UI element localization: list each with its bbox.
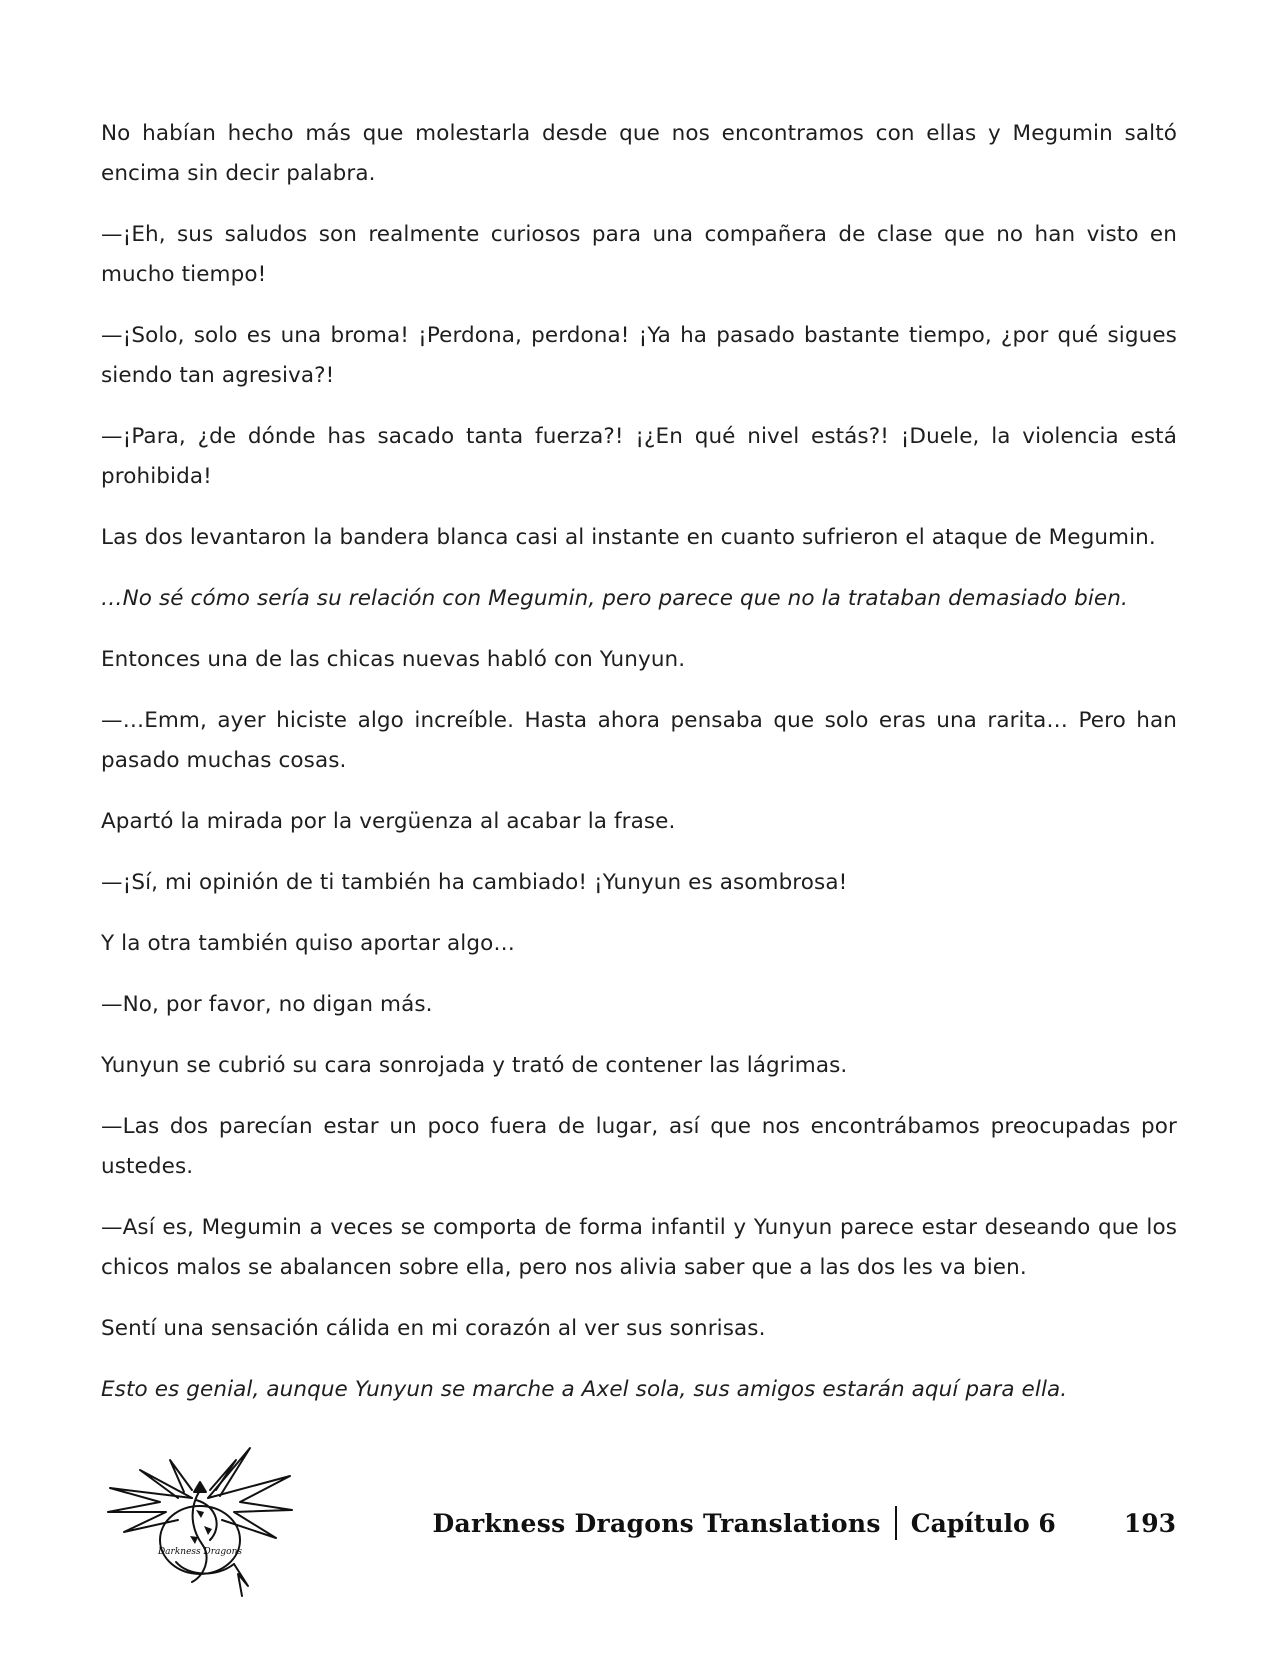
paragraph: Entonces una de las chicas nuevas habló con Yunyun. (101, 647, 686, 672)
body-text (101, 114, 1177, 1431)
paragraph: —¡Solo, solo es una broma! ¡Perdona, perdona! ¡Ya ha pasado bastante tiempo, ¿por qué sigues siendo tan agresiva?! (101, 323, 1177, 388)
footer-line (432, 1506, 1176, 1540)
dragon-logo-icon (100, 1440, 300, 1600)
paragraph: —Así es, Megumin a veces se comporta de forma infantil y Yunyun parece estar deseando que los chicos malos se abalancen sobre ella, pero nos alivia saber que a las dos les va bien. (101, 1215, 1177, 1280)
footer-separator (895, 1506, 897, 1540)
paragraph: Esto es genial, aunque Yunyun se marche a Axel sola, sus amigos estarán aquí para ella. (101, 1377, 1068, 1402)
paragraph: —¡Sí, mi opinión de ti también ha cambiado! ¡Yunyun es asombrosa! (101, 870, 848, 895)
paragraph: —¡Eh, sus saludos son realmente curiosos para una compañera de clase que no han visto en mucho tiempo! (101, 222, 1177, 287)
page-footer (0, 1440, 1280, 1620)
paragraph: Sentí una sensación cálida en mi corazón al ver sus sonrisas. (101, 1316, 766, 1341)
chapter-label: Capítulo 6 (910, 1508, 1056, 1538)
paragraph: —Las dos parecían estar un poco fuera de lugar, así que nos encontrábamos preocupadas por ustedes. (101, 1114, 1177, 1179)
page-number: 193 (1123, 1508, 1176, 1538)
paragraph: —¡Para, ¿de dónde has sacado tanta fuerza?! ¡¿En qué nivel estás?! ¡Duele, la violencia está prohibida! (101, 424, 1177, 489)
paragraph: Yunyun se cubrió su cara sonrojada y trató de contener las lágrimas. (101, 1053, 848, 1078)
paragraph: —No, por favor, no digan más. (101, 992, 433, 1017)
paragraph: …No sé cómo sería su relación con Megumin, pero parece que no la trataban demasiado bien. (101, 586, 1128, 611)
paragraph: No habían hecho más que molestarla desde que nos encontramos con ellas y Megumin saltó encima sin decir palabra. (101, 121, 1177, 186)
paragraph: —…Emm, ayer hiciste algo increíble. Hasta ahora pensaba que solo eras una rarita… Pero han pasado muchas cosas. (101, 708, 1177, 773)
footer-title: Darkness Dragons Translations (432, 1508, 881, 1538)
paragraph: Las dos levantaron la bandera blanca casi al instante en cuanto sufrieron el ataque de Megumin. (101, 525, 1156, 550)
paragraph: Y la otra también quiso aportar algo… (101, 931, 515, 956)
paragraph: Apartó la mirada por la vergüenza al acabar la frase. (101, 809, 676, 834)
svg-text:Darkness Dragons: Darkness Dragons (157, 1547, 243, 1557)
